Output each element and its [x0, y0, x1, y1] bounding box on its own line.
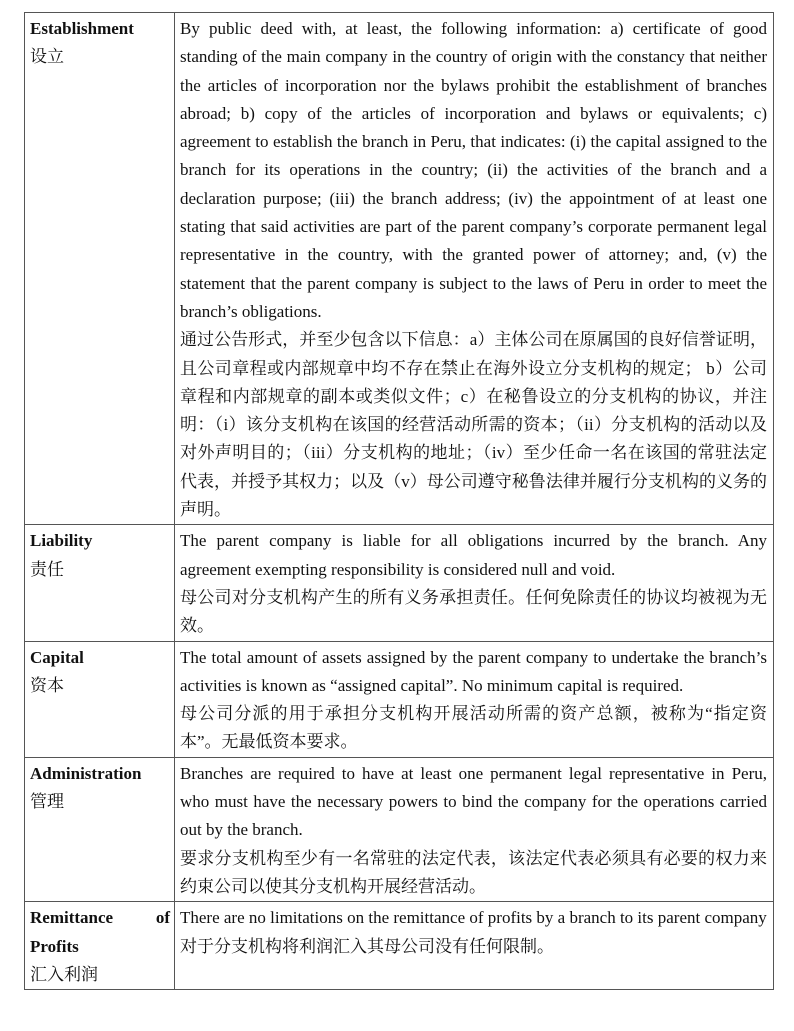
row-label-en: Remittance of Profits — [30, 908, 170, 956]
row-label-cell — [25, 525, 175, 641]
row-label-cell — [25, 641, 175, 757]
row-text-en: The parent company is liable for all obligations incurred by the branch. Any agreement exempting responsibility is considered null and void. — [180, 531, 767, 579]
row-label-zh: 管理 — [30, 792, 64, 812]
row-text-zh: 对于分支机构将利润汇入其母公司没有任何限制。 — [180, 936, 554, 956]
row-text-en: Branches are required to have at least one permanent legal representative in Peru, who must have the necessary powers to bind the company for the operations carried out by the branch. — [180, 763, 767, 840]
table-row-remittance — [25, 902, 774, 990]
row-label-en: Establishment — [30, 19, 134, 38]
row-text-zh: 通过公告形式，并至少包含以下信息：a）主体公司在原属国的良好信誉证明，且公司章程或内部规章中均不存在禁止在海外设立分支机构的规定； b）公司章程和内部规章的副本或类似文件；c）在秘鲁设立的分支机构的协议，并注明：（i）该分支机构在该国的经营活动所需的资本；（ii）分支机构的活动以及对外声明目的；（iii）分支机构的地址；（iv）至少任命一名在该国的常驻法定代表，并授予其权力；以及（v）母公司遵守秘鲁法律并履行分支机构的义务的声明。 — [180, 330, 767, 520]
row-content-cell — [175, 641, 774, 757]
row-content-cell — [175, 13, 774, 525]
row-label-zh: 设立 — [30, 47, 64, 67]
row-label-zh: 责任 — [30, 559, 64, 579]
row-text-en: The total amount of assets assigned by the parent company to undertake the branch’s activities is known as “assigned capital”. No minimum capital is required. — [180, 647, 767, 695]
row-label-cell — [25, 902, 175, 990]
row-label-en: Liability — [30, 531, 93, 551]
row-content-cell — [175, 525, 774, 641]
row-label-zh: 资本 — [30, 675, 64, 695]
table-row-administration — [25, 757, 774, 901]
table-row-liability — [25, 525, 774, 641]
row-label-en: Capital — [30, 647, 84, 667]
row-text-zh: 母公司分派的用于承担分支机构开展活动所需的资产总额，被称为“指定资本”。无最低资本要求。 — [180, 704, 767, 752]
branch-info-table — [24, 12, 774, 990]
row-label-en: Administration — [30, 763, 142, 783]
row-content-cell — [175, 757, 774, 901]
row-text-zh: 母公司对分支机构产生的所有义务承担责任。任何免除责任的协议均被视为无效。 — [180, 587, 767, 636]
row-label-cell — [25, 13, 175, 525]
row-text-en: There are no limitations on the remittance of profits by a branch to its parent company — [180, 908, 767, 928]
row-label-zh: 汇入利润 — [30, 964, 98, 984]
row-label-cell — [25, 757, 175, 901]
row-content-cell — [175, 902, 774, 990]
table-row-establishment — [25, 13, 774, 525]
row-text-zh: 要求分支机构至少有一名常驻的法定代表，该法定代表必须具有必要的权力来约束公司以使其分支机构开展经营活动。 — [180, 848, 767, 896]
table-row-capital — [25, 641, 774, 757]
row-text-en: By public deed with, at least, the following information: a) certificate of good standing of the main company in the country of origin with the constancy that neither the articles of incorporation nor the bylaws prohibit the establishment of branches abroad; b) copy of the articles of incorporation and bylaws or equivalents; c) agreement to establish the branch in Peru, that indicates: (i) the capital assigned to the branch for its operations in the country; (ii) the activities of the branch and a declaration purpose; (iii) the branch address; (iv) the appointment of at least one stating that said activities are part of the parent company’s corporate permanent legal representative in the country, with the granted power of attorney; and, (v) the statement that the parent company is subject to the laws of Peru in order to meet the branch’s obligations. — [180, 19, 767, 321]
